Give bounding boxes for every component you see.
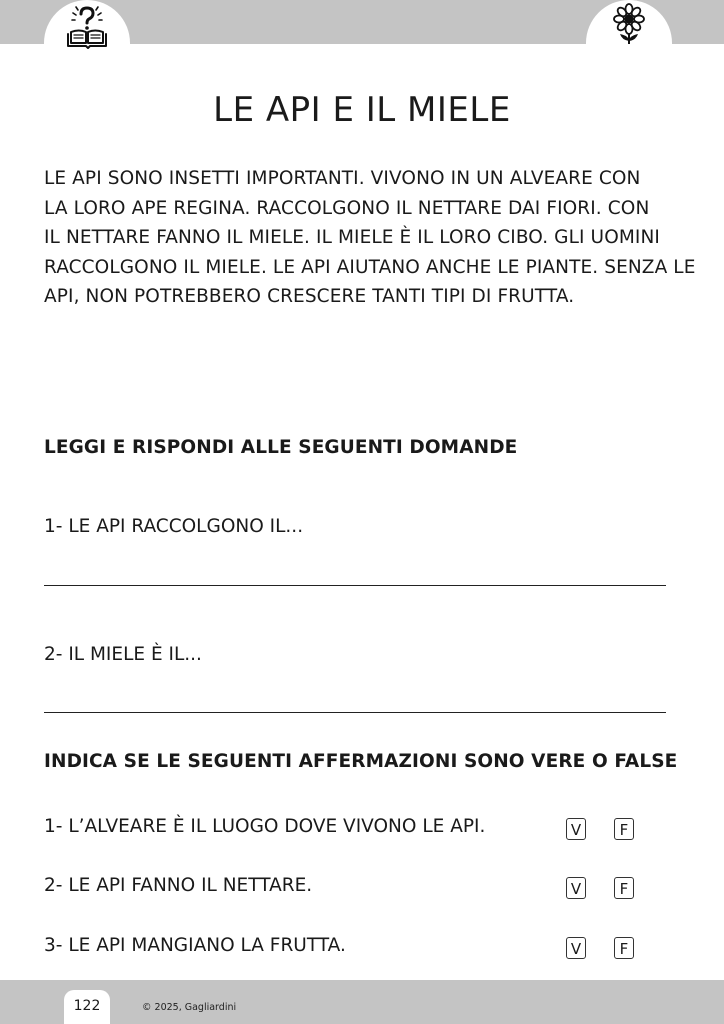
statement-text: 3- LE API MANGIANO LA FRUTTA. (44, 935, 346, 956)
question-2: 2- IL MIELE È IL... (44, 644, 202, 665)
page-title: LE API E IL MIELE (213, 90, 511, 130)
reading-paragraph (44, 164, 696, 312)
false-checkbox[interactable]: F (614, 877, 634, 899)
answer-line-1[interactable] (44, 585, 666, 586)
statement-row (44, 935, 644, 961)
statement-row (44, 816, 644, 842)
statement-text: 2- LE API FANNO IL NETTARE. (44, 875, 313, 896)
paragraph-line: LA LORO APE REGINA. RACCOLGONO IL NETTARE DAI FIORI. CON (44, 197, 650, 219)
section-heading-questions: LEGGI E RISPONDI ALLE SEGUENTI DOMANDE (44, 437, 518, 458)
paragraph-line: API, NON POTREBBERO CRESCERE TANTI TIPI DI FRUTTA. (44, 286, 575, 307)
answer-line-2[interactable] (44, 712, 666, 713)
paragraph-line: IL NETTARE FANNO IL MIELE. IL MIELE È IL LORO CIBO. GLI UOMINI (44, 227, 660, 248)
section-heading-true-false: INDICA SE LE SEGUENTI AFFERMAZIONI SONO VERE O FALSE (44, 751, 678, 772)
paragraph-line: LE API SONO INSETTI IMPORTANTI. VIVONO IN UN ALVEARE CON (44, 168, 641, 189)
question-1: 1- LE API RACCOLGONO IL... (44, 516, 304, 537)
page-number: 122 (73, 998, 101, 1014)
book-question-icon (64, 4, 110, 50)
false-checkbox[interactable]: F (614, 937, 634, 959)
statement-text: 1- L’ALVEARE È IL LUOGO DOVE VIVONO LE API. (44, 816, 486, 837)
false-checkbox[interactable]: F (614, 818, 634, 840)
true-checkbox[interactable]: V (566, 937, 586, 959)
true-checkbox[interactable]: V (566, 818, 586, 840)
copyright-notice: © 2025, Gagliardini (142, 1002, 237, 1013)
paragraph-line: RACCOLGONO IL MIELE. LE API AIUTANO ANCHE LE PIANTE. SENZA LE (44, 256, 696, 278)
flower-icon (613, 3, 645, 45)
true-checkbox[interactable]: V (566, 877, 586, 899)
statement-row (44, 875, 644, 901)
